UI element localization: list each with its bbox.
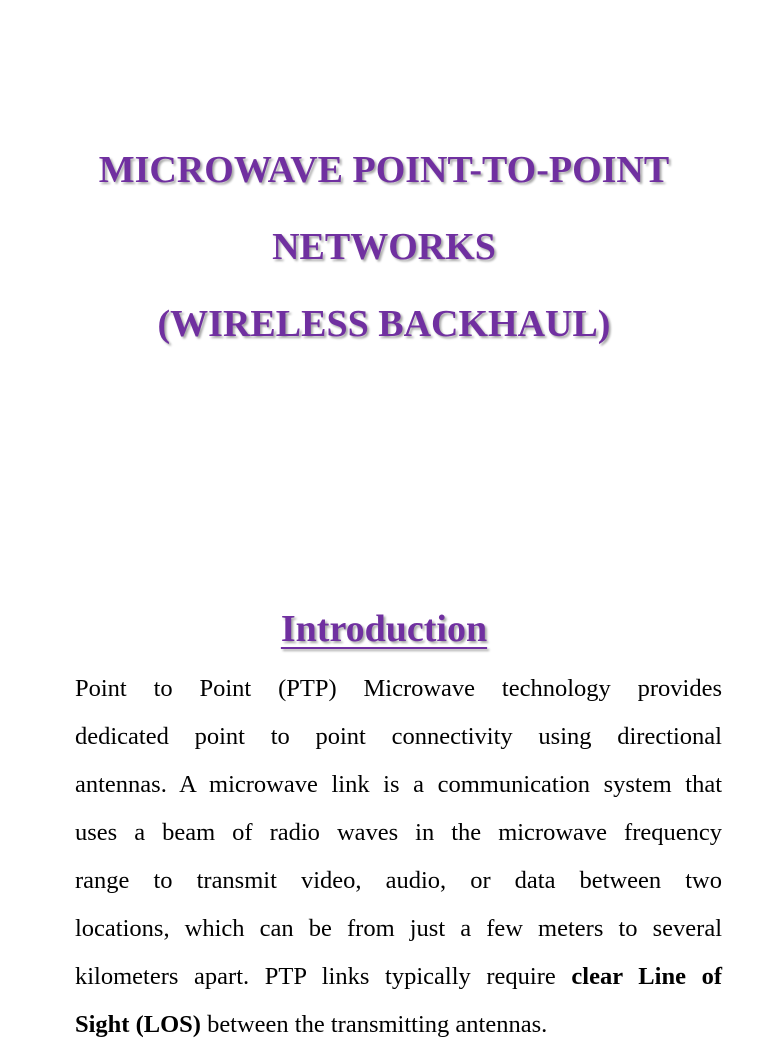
document-title [0, 132, 768, 363]
title-line-3: (WIRELESS BACKHAUL) [157, 303, 611, 345]
paragraph-line: locations, which can be from just a few meters to several [75, 915, 722, 942]
paragraph-line [75, 953, 722, 1001]
title-line-2: NETWORKS [272, 226, 496, 268]
introduction-paragraph [75, 665, 722, 1049]
paragraph-line: antennas. A microwave link is a communication system that [75, 771, 722, 798]
paragraph-text: between the transmitting antennas. [200, 1011, 548, 1038]
emphasis-text: clear Line of [571, 963, 722, 990]
emphasis-text: Sight (LOS) [75, 1011, 201, 1038]
paragraph-line [75, 1001, 722, 1049]
section-heading-introduction: Introduction [280, 608, 488, 650]
title-line-1: MICROWAVE POINT-TO-POINT [98, 149, 670, 191]
paragraph-line: Point to Point (PTP) Microwave technology provides [75, 675, 722, 702]
paragraph-line: dedicated point to point connectivity using directional [75, 723, 722, 750]
paragraph-line: range to transmit video, audio, or data between two [75, 867, 722, 894]
paragraph-line: uses a beam of radio waves in the microwave frequency [75, 819, 722, 846]
paragraph-text: kilometers apart. PTP links typically require [75, 963, 572, 990]
